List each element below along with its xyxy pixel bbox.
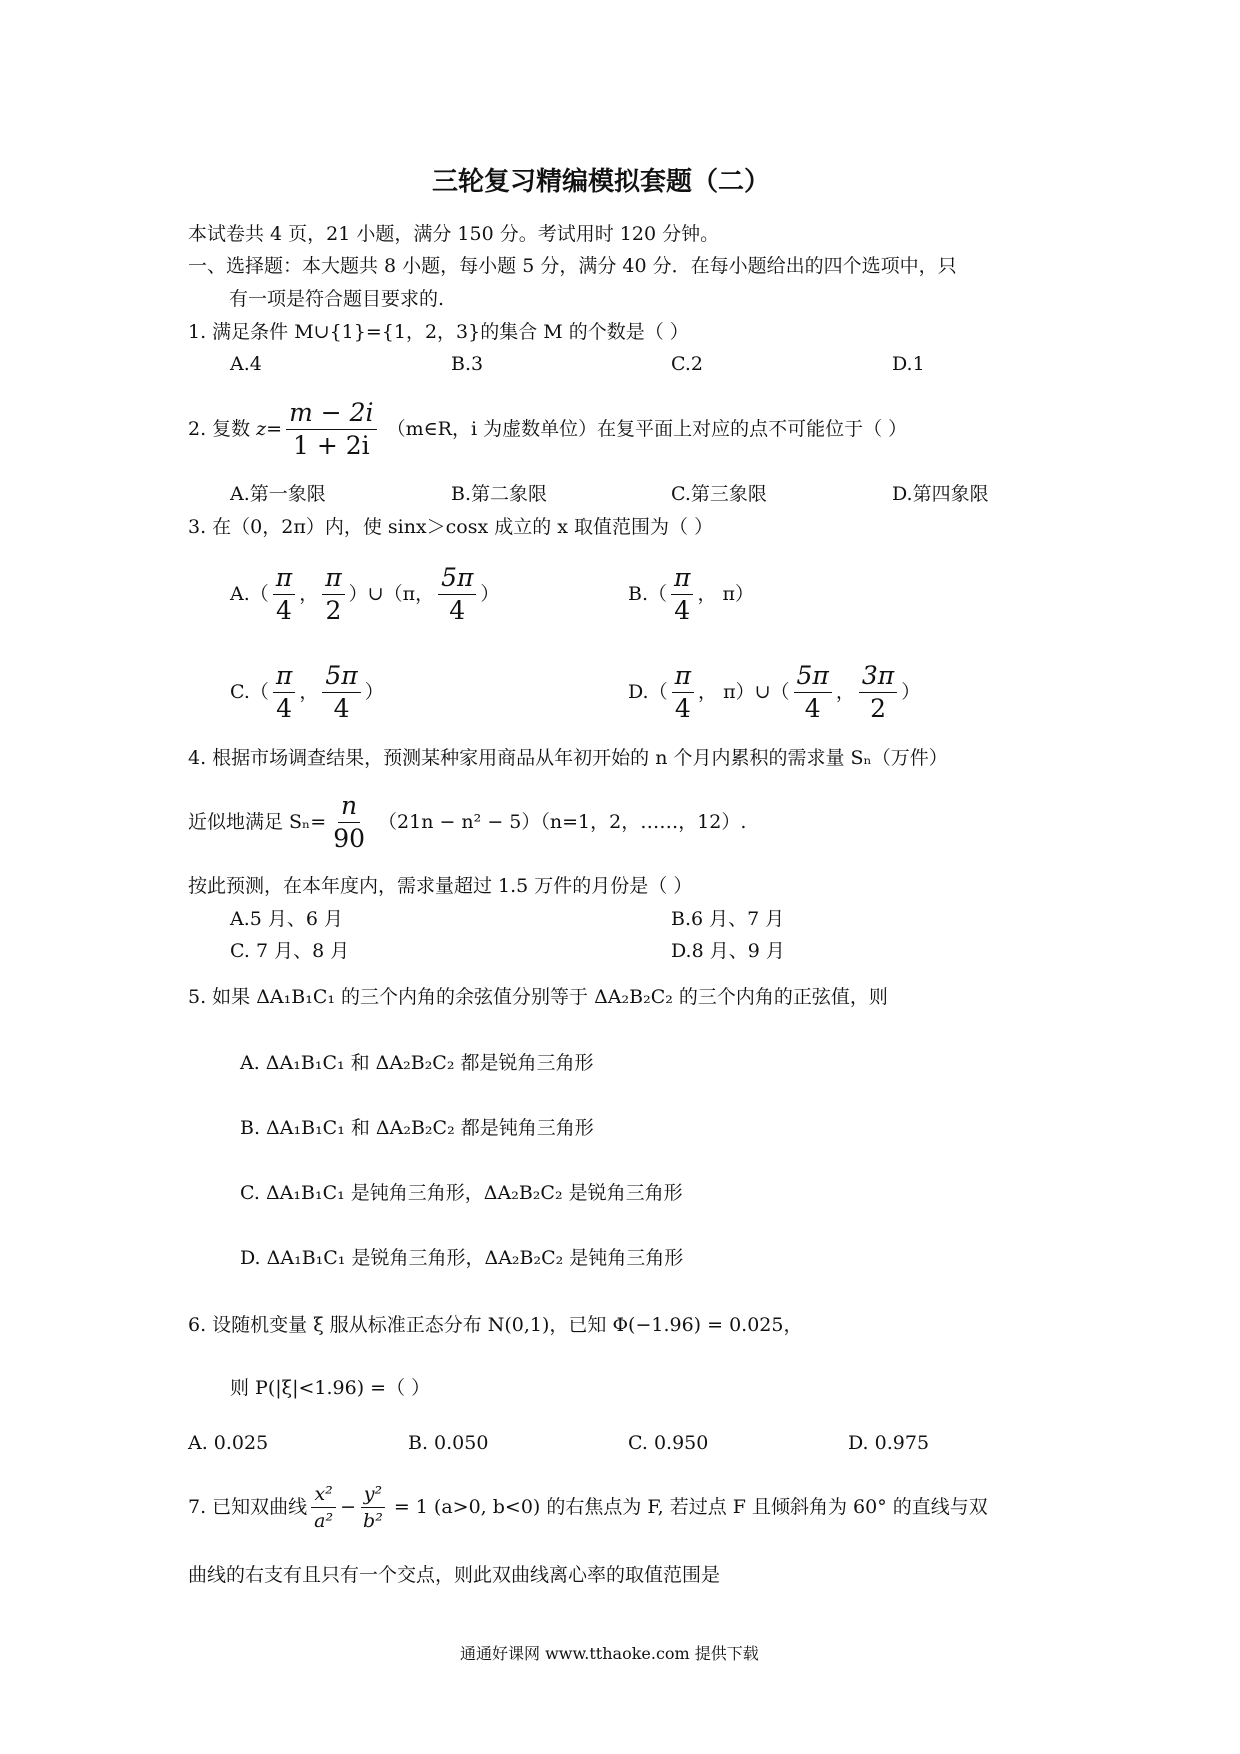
q1-option-b: B.3 [451,353,484,375]
q3-option-a [230,562,499,626]
q3-d-frac1-num: π [672,662,694,693]
q5-option-c: C. ΔA₁B₁C₁ 是钝角三角形，ΔA₂B₂C₂ 是锐角三角形 [240,1182,683,1204]
q6-stem: 6. 设随机变量 ξ 服从标准正态分布 N(0,1)，已知 Φ(−1.96) = 0.025， [188,1314,803,1336]
q4-stem: 4. 根据市场调查结果，预测某种家用商品从年初开始的 n 个月内累积的需求量 Sₙ（万件） [188,747,948,769]
q4-option-a: A.5 月、6 月 [230,908,344,930]
q5-option-b: B. ΔA₁B₁C₁ 和 ΔA₂B₂C₂ 都是钝角三角形 [240,1117,594,1139]
q2-post: （m∈R，i 为虚数单位）在复平面上对应的点不可能位于（ ） [386,418,908,440]
q6-option-c: C. 0.950 [628,1432,709,1454]
q5-option-a: A. ΔA₁B₁C₁ 和 ΔA₂B₂C₂ 都是锐角三角形 [240,1052,594,1074]
q3-a-frac1-den: 4 [276,595,292,625]
q3-a-frac3-num: 5π [438,564,476,595]
q3-c-frac2-den: 4 [333,693,350,723]
q2-option-b: B.第二象限 [451,483,548,505]
q6-line2: 则 P(|ξ|<1.96) =（ ） [230,1377,431,1399]
q5-option-d: D. ΔA₁B₁C₁ 是锐角三角形，ΔA₂B₂C₂ 是钝角三角形 [240,1247,684,1269]
q3-a-label: A.（ [230,583,269,605]
q3-b-label: B.（ [628,583,668,605]
q1-option-d: D.1 [892,353,925,375]
q3-b-end: ， π） [697,583,754,605]
q4-denominator: 90 [333,823,366,853]
q1-option-c: C.2 [671,353,703,375]
q3-c-frac1 [273,662,295,723]
q3-option-b [628,562,754,626]
q3-stem: 3. 在（0，2π）内，使 sinx＞cosx 成立的 x 取值范围为（ ） [188,516,714,538]
q3-d-frac1 [672,662,694,723]
q2-pre: 2. 复数 [188,418,251,440]
q7-frac1 [311,1483,336,1532]
q4-formula-post: （21n − n² − 5）（n=1，2，……，12）. [378,811,747,833]
intro-text: 本试卷共 4 页，21 小题，满分 150 分。考试用时 120 分钟。 [188,223,720,245]
q3-option-d [628,660,920,724]
q3-b-frac1 [671,564,693,625]
q1-stem: 1. 满足条件 M∪{1}={1，2，3}的集合 M 的个数是（ ） [188,321,689,343]
q3-c-sep: ， [299,681,319,703]
q7-pre: 7. 已知双曲线 [188,1496,308,1518]
q3-c-frac2-num: 5π [322,662,360,693]
q3-d-frac3-den: 2 [870,693,886,723]
q3-d-end: ） [901,681,921,703]
q2-denominator: 1 + 2i [293,430,370,460]
q7-minus: − [340,1496,357,1518]
q7-frac2-num: y² [361,1483,385,1508]
q6-option-a: A. 0.025 [188,1432,269,1454]
q7-line2: 曲线的右支有且只有一个交点，则此双曲线离心率的取值范围是 [188,1564,721,1586]
q5-stem: 5. 如果 ΔA₁B₁C₁ 的三个内角的余弦值分别等于 ΔA₂B₂C₂ 的三个内角的正弦值，则 [188,986,888,1008]
q7-post: = 1 (a>0, b<0) 的右焦点为 F, 若过点 F 且倾斜角为 60° 的直线与双 [393,1496,988,1518]
q3-b-frac1-num: π [671,564,693,595]
q2-stem [188,394,907,464]
q3-a-frac1-num: π [273,564,295,595]
q7-frac2 [360,1483,386,1532]
page-title: 三轮复习精编模拟套题（二） [432,167,771,197]
q3-c-frac2 [322,662,360,723]
q3-d-mid: ， π）∪（ [698,681,790,703]
q3-d-frac2-den: 4 [804,693,821,723]
q4-option-d: D.8 月、9 月 [671,940,785,962]
q3-d-frac2 [794,662,832,723]
q4-option-b: B.6 月、7 月 [671,908,785,930]
q3-d-frac1-den: 4 [674,693,691,723]
q4-option-c: C. 7 月、8 月 [230,940,350,962]
q4-numerator: n [338,792,360,823]
q4-formula-pre: 近似地满足 Sₙ= [188,811,327,833]
q7-stem [188,1472,988,1542]
q3-a-frac2 [322,564,344,625]
q6-option-d: D. 0.975 [848,1432,930,1454]
q3-a-frac3-den: 4 [449,595,466,625]
q3-c-end: ） [364,681,384,703]
q3-c-frac1-den: 4 [276,693,293,723]
q3-d-sep: ， [835,681,855,703]
q3-a-end: ） [480,583,500,605]
q2-option-a: A.第一象限 [230,483,326,505]
q3-a-sep: ， [299,583,319,605]
q3-d-frac3 [859,662,897,723]
q2-option-d: D.第四象限 [892,483,989,505]
q3-c-frac1-num: π [273,662,295,693]
section1-line2: 有一项是符合题目要求的. [229,288,445,310]
q3-b-frac1-den: 4 [674,595,691,625]
q3-a-frac3 [438,564,476,625]
q3-a-frac2-num: π [322,564,344,595]
section1-line1: 一、选择题：本大题共 8 小题，每小题 5 分，满分 40 分．在每小题给出的四个选项中，只 [188,255,957,277]
q3-d-label: D.（ [628,681,668,703]
q3-d-frac3-num: 3π [859,662,897,693]
q7-frac1-num: x² [311,1483,335,1508]
q4-line3: 按此预测，在本年度内，需求量超过 1.5 万件的月份是（ ） [188,875,693,897]
q6-option-b: B. 0.050 [408,1432,489,1454]
page-footer: 通通好课网 www.tthaoke.com 提供下载 [460,1644,759,1663]
q3-a-frac1 [273,564,295,625]
q2-fraction [286,399,376,460]
q7-frac1-den: a² [314,1509,334,1532]
q3-a-frac2-den: 2 [325,595,342,625]
q2-option-c: C.第三象限 [671,483,767,505]
q4-formula-line [188,790,746,854]
q3-d-frac2-num: 5π [794,662,832,693]
q2-z: z= [256,418,283,440]
q2-numerator: m − 2i [286,399,376,430]
q7-frac2-den: b² [363,1509,383,1532]
q3-option-c [230,660,384,724]
q3-a-mid: ）∪（π， [348,583,435,605]
q1-option-a: A.4 [230,353,262,375]
q3-c-label: C.（ [230,681,269,703]
q4-fraction [330,792,368,853]
